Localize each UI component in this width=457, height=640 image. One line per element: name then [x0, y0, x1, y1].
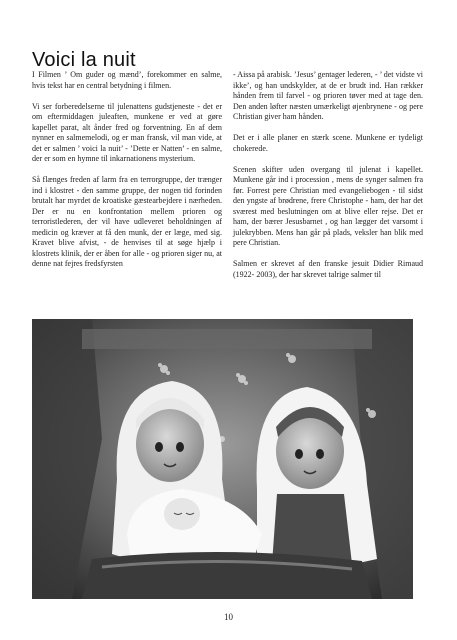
left-text-column — [32, 70, 222, 280]
paragraph: I Filmen ’ Om guder og mænd’, forekommer en salme, hvis tekst har en central betydning i filmen. — [32, 70, 222, 90]
paragraph: Så flænges freden af larm fra en terrorgruppe, der trænger ind i klostret - den samme gruppe, der nogen tid forinden brutalt har myrdet de kroatiske gæstearbejdere i nærheden. Der er nu en konfrontation mellem prioren og terroristlederen, der vil have udleveret beholdningen af medicin og kræver at få den munk, der er læge, med sig. Kravet blive afvist, - de henvises til at søge hjælp i klostrets klinik, der er åben for alle - og prioren siger nu, at denne nat fejres fredsfyrsten — [32, 175, 222, 268]
paragraph: Det er i alle planer en stærk scene. Munkene er tydeligt chokerede. — [233, 133, 423, 153]
paragraph: Vi ser forberedelserne til julenattens gudstjeneste - det er om eftermiddagen juleaften, munkene er ved at gøre kapellet parat, alt ånder fred og forventning. En af dem nynner en salmemelodi, og er man fransk, vil man vide, at det er salmen ’ voici la nuit’ - ’Dette er Natten’ - en salme, der er som en hymne til inkarnationens mysterium. — [32, 101, 222, 163]
page-number: 10 — [224, 612, 233, 622]
page-title: Voici la nuit — [32, 49, 136, 72]
paragraph: Scenen skifter uden overgang til julenat i kapellet. Munkene går ind i procession , mens de synger salmen fra før. Forrest pere Christian med evangeliebogen - til sidst den yngste af brødrene, frere Christophe - ham, der har det sværest med beslutningen om at blive eller rejse. Det er ham, der bærer Jesusbarnet , og han lægger det varsomt i julekrybben. Mens han går på plads, veksler han blik med pere Christian. — [233, 164, 423, 247]
paragraph: Salmen er skrevet af den franske jesuit Didier Rimaud (1922- 2003), der har skrevet talrige salmer til — [233, 259, 423, 279]
right-text-column — [233, 70, 423, 291]
paragraph: - Aissa på arabisk. ’Jesus’ gentager lederen, - ’ det vidste vi ikke’, og han undskylder, at de er brudt ind. Han rækker hånden frem til farvel - og prioren tøver med at tage den. Den anden løfter næsten umærkeligt øjenbrynene - og pere Christian giver ham hånden. — [233, 70, 423, 121]
nativity-photo-illustration — [32, 319, 413, 599]
nativity-photo — [32, 319, 413, 599]
